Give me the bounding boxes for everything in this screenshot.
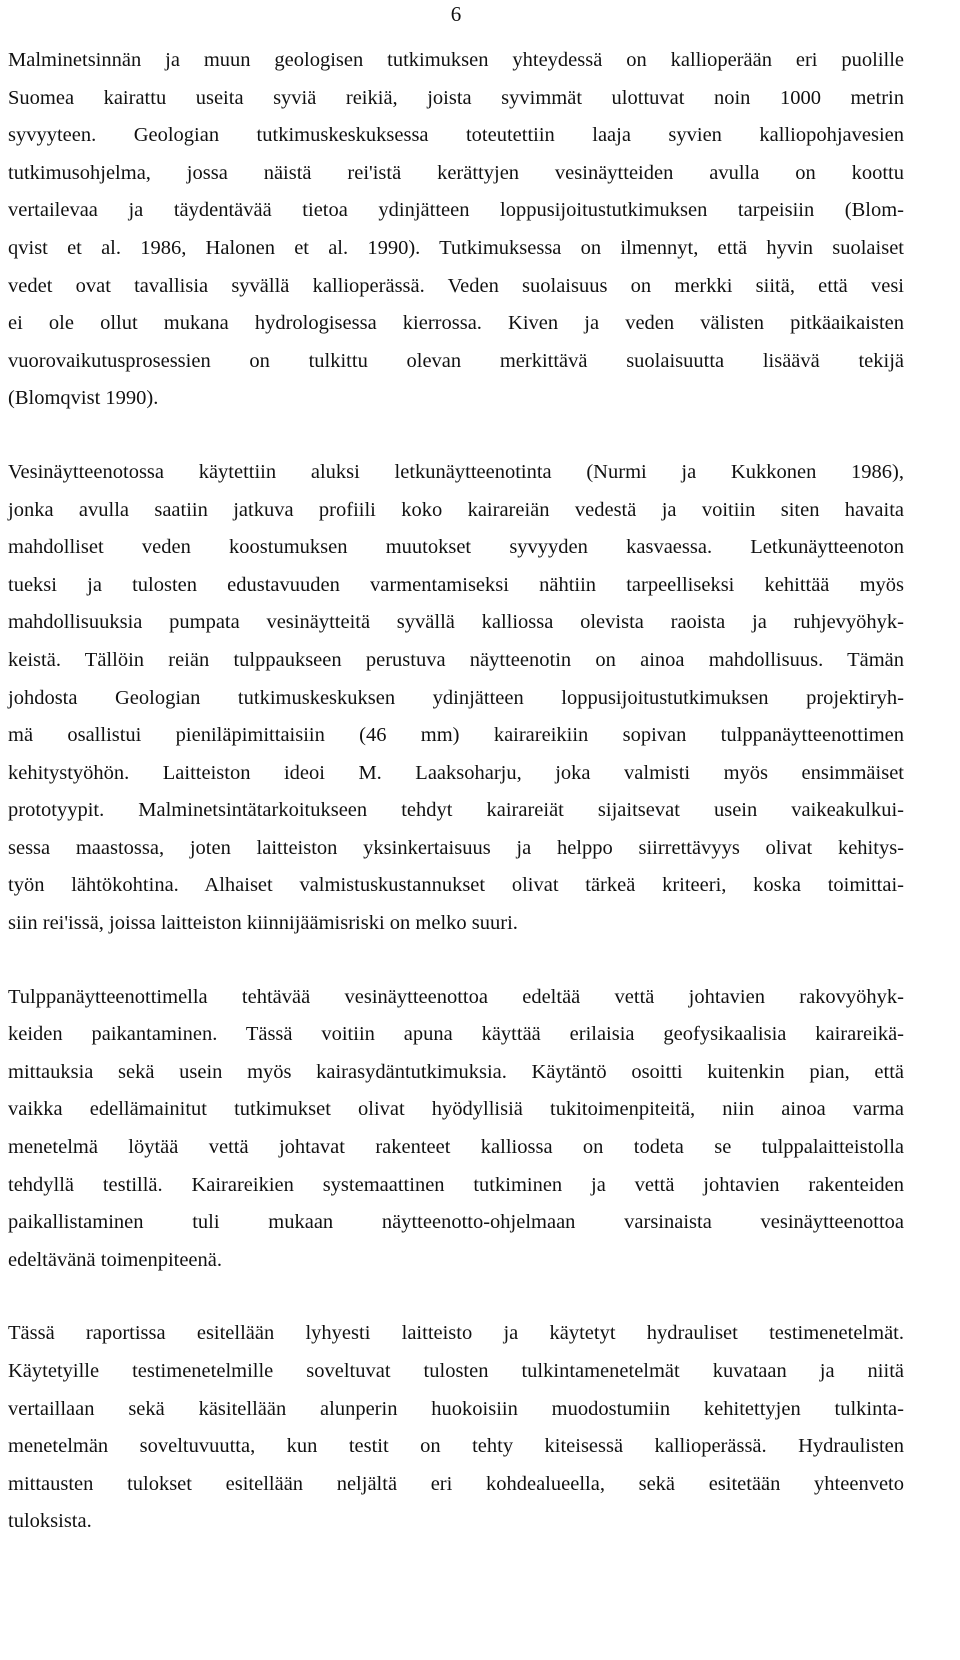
- paragraph-water-sampling: [8, 454, 904, 943]
- text-line: Tulppanäytteenottimella tehtävää vesinäytteenottoa edeltää vettä johtavien rakovyöhyk-: [8, 985, 904, 1008]
- paragraph-report-overview: [8, 1315, 904, 1541]
- text-line: vuorovaikutusprosessien on tulkittu olevan merkittävä suolaisuutta lisäävä tekijä: [8, 349, 904, 372]
- text-line: jonka avulla saatiin jatkuva profiili koko kairareiän vedestä ja voitiin siten havaita: [8, 498, 904, 521]
- text-line: tueksi ja tulosten edustavuuden varmentamiseksi nähtiin tarpeelliseksi kehittää myös: [8, 573, 904, 596]
- text-line: (Blomqvist 1990).: [8, 387, 159, 410]
- paragraph-deep-boreholes: [8, 42, 904, 418]
- text-line: mittauksia sekä usein myös kairasydäntutkimuksia. Käytäntö osoitti kuitenkin pian, että: [8, 1060, 904, 1083]
- text-line: tehdyllä testillä. Kairareikien systemaattinen tutkiminen ja vettä johtavien rakenteiden: [8, 1173, 904, 1196]
- text-line: vertailevaa ja täydentävää tietoa ydinjätteen loppusijoitustutkimuksen tarpeisiin (Blom-: [8, 199, 904, 222]
- text-line: työn lähtökohtina. Alhaiset valmistuskustannukset olivat tärkeä kriteeri, koska toimittai-: [8, 874, 904, 897]
- text-line: qvist et al. 1986, Halonen et al. 1990). Tutkimuksessa on ilmennyt, että hyvin suolaiset: [8, 236, 904, 259]
- text-line: kehitystyöhön. Laitteiston ideoi M. Laaksoharju, joka valmisti myös ensimmäiset: [8, 761, 904, 784]
- text-line: edeltävänä toimenpiteenä.: [8, 1248, 223, 1271]
- text-line: vedet ovat tavallisia syvällä kallioperässä. Veden suolaisuus on merkki siitä, että vesi: [8, 274, 904, 297]
- text-line: menetelmä löytää vettä johtavat rakenteet kalliossa on todeta se tulppalaitteistolla: [8, 1136, 904, 1159]
- text-line: sessa maastossa, joten laitteiston yksinkertaisuus ja helppo siirrettävyys olivat kehitys-: [8, 836, 904, 859]
- text-line: Vesinäytteenotossa käytettiin aluksi letkunäytteenotinta (Nurmi ja Kukkonen 1986),: [8, 460, 904, 483]
- text-line: ei ole ollut mukana hydrologisessa kierrossa. Kiven ja veden välisten pitkäaikaisten: [8, 312, 904, 335]
- text-line: paikallistaminen tuli mukaan näytteenotto-ohjelmaan varsinaista vesinäytteenottoa: [8, 1211, 904, 1234]
- text-line: prototyypit. Malminetsintätarkoitukseen tehdyt kairareiät sijaitsevat usein vaikeakulkui-: [8, 799, 904, 822]
- text-line: keistä. Tällöin reiän tulppaukseen perustuva näytteenotin on ainoa mahdollisuus. Tämän: [8, 648, 904, 671]
- text-line: siin rei'issä, joissa laitteiston kiinnijäämisriski on melko suuri.: [8, 912, 518, 935]
- text-line: tuloksista.: [8, 1510, 92, 1533]
- text-line: Malminetsinnän ja muun geologisen tutkimuksen yhteydessä on kallioperään eri puolille: [8, 49, 904, 71]
- text-line: menetelmän soveltuvuutta, kun testit on tehty kiteisessä kallioperässä. Hydraulisten: [8, 1435, 904, 1458]
- page-number: 6: [450, 2, 462, 26]
- text-line: johdosta Geologian tutkimuskeskuksen ydinjätteen loppusijoitustutkimuksen projektiryh-: [8, 686, 904, 709]
- text-line: Käytetyille testimenetelmille soveltuvat tulosten tulkintamenetelmät kuvataan ja niitä: [8, 1360, 904, 1382]
- text-line: vertaillaan sekä käsitellään alunperin huokoisiin muodostumiin kehitettyjen tulkinta-: [8, 1397, 904, 1420]
- text-line: keiden paikantaminen. Tässä voitiin apuna käyttää erilaisia geofysikaalisia kairareikä-: [8, 1023, 904, 1046]
- text-line: syvyyteen. Geologian tutkimuskeskuksessa toteutettiin laaja syvien kalliopohjavesien: [8, 124, 904, 147]
- text-line: Tässä raportissa esitellään lyhyesti laitteisto ja käytetyt hydrauliset testimenetelmät.: [8, 1322, 904, 1345]
- text-line: mahdollisuuksia pumpata vesinäytteitä syvällä kalliossa olevista raoista ja ruhjevyöhyk-: [8, 611, 904, 634]
- text-line: mittausten tulokset esitellään neljältä eri kohdealueella, sekä esitetään yhteenveto: [8, 1472, 904, 1495]
- text-line: mahdolliset veden koostumuksen muutokset syvyyden kasvaessa. Letkunäytteenoton: [8, 536, 904, 559]
- text-line: Suomea kairattu useita syviä reikiä, joista syvimmät ulottuvat noin 1000 metrin: [8, 86, 904, 109]
- body-text: [8, 42, 904, 1541]
- text-line: vaikka edellämainitut tutkimukset olivat hyödyllisiä tukitoimenpiteitä, niin ainoa varma: [8, 1098, 904, 1121]
- text-line: mä osallistui pieniläpimittaisiin (46 mm) kairareikiin sopivan tulppanäytteenottimen: [8, 724, 904, 747]
- paragraph-packer-sampler: [8, 979, 904, 1280]
- text-line: tutkimusohjelma, jossa näistä rei'istä kerättyjen vesinäytteiden avulla on koottu: [8, 161, 904, 184]
